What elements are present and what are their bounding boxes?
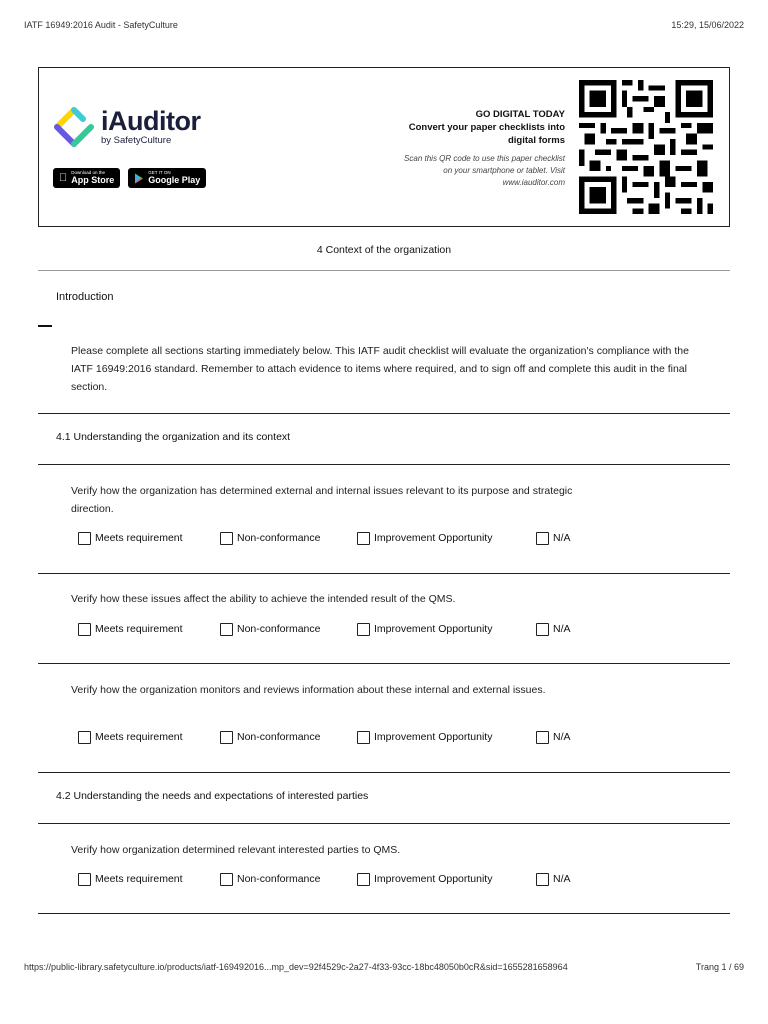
section-heading-4-1: 4.1 Understanding the organization and its context (56, 431, 291, 443)
divider (38, 413, 730, 414)
checkbox[interactable] (220, 623, 233, 636)
iauditor-logo (53, 106, 200, 148)
question-text: Verify how the organization monitors and reviews information about these internal and external issues. (71, 684, 546, 696)
checkbox[interactable] (536, 731, 549, 744)
response-options (78, 729, 571, 745)
print-datetime: 15:29, 15/06/2022 (671, 20, 744, 30)
option-label: Improvement Opportunity (374, 532, 493, 544)
question-text: Verify how these issues affect the ability to achieve the intended result of the QMS. (71, 593, 456, 605)
option-label: Improvement Opportunity (374, 873, 493, 885)
response-options (78, 530, 571, 546)
app-store-badge[interactable] (53, 168, 120, 188)
divider (38, 823, 730, 824)
checkbox[interactable] (220, 731, 233, 744)
promo-title: GO DIGITAL TODAY (475, 109, 565, 120)
option-label: Meets requirement (95, 623, 183, 635)
option-improvement-opportunity[interactable] (357, 731, 536, 744)
logo-subtitle: by SafetyCulture (101, 135, 172, 146)
promo-line-1: Convert your paper checklists into (408, 122, 565, 133)
qr-code-icon (577, 80, 715, 214)
option-label: Meets requirement (95, 731, 183, 743)
checkbox[interactable] (536, 532, 549, 545)
divider (38, 270, 730, 271)
intro-text: Please complete all sections starting immediately below. This IATF audit checklist will evaluate the organization's compliance with the IATF 16949:2016 standard. Remember to attach evidence to items where required, and to sign off and complete this audit in the final section. (71, 345, 689, 393)
question-text: Verify how organization determined relevant interested parties to QMS. (71, 844, 401, 856)
option-label: Non-conformance (237, 623, 321, 635)
checkbox[interactable] (357, 532, 370, 545)
response-options (78, 621, 571, 637)
checkbox[interactable] (220, 873, 233, 886)
promo-line-2: digital forms (507, 135, 565, 146)
google-play-label: Google Play (140, 174, 193, 185)
iauditor-logo-icon (53, 106, 95, 148)
store-badges (53, 168, 206, 188)
collapse-dash-icon (38, 325, 52, 327)
divider (38, 913, 730, 914)
option-label: Improvement Opportunity (374, 623, 493, 635)
option-na[interactable] (536, 873, 571, 886)
option-label: Meets requirement (95, 873, 183, 885)
print-footer (24, 962, 744, 972)
checkbox[interactable] (78, 532, 91, 545)
apple-icon (59, 173, 67, 184)
iauditor-banner (38, 67, 730, 227)
page-url: https://public-library.safetyculture.io/products/iatf-169492016...mp_dev=92f4529c-2a27-4f33-93cc-18bc48050b0cR&sid=1655281658964 (24, 962, 568, 972)
checkbox[interactable] (78, 623, 91, 636)
divider (38, 573, 730, 574)
option-improvement-opportunity[interactable] (357, 623, 536, 636)
logo-title: iAuditor (101, 106, 201, 136)
option-improvement-opportunity[interactable] (357, 873, 536, 886)
checkbox[interactable] (536, 873, 549, 886)
print-title: IATF 16949:2016 Audit - SafetyCulture (24, 20, 178, 30)
option-label: N/A (553, 532, 571, 544)
option-label: N/A (553, 623, 571, 635)
option-non-conformance[interactable] (220, 873, 357, 886)
page-number: Trang 1 / 69 (695, 962, 744, 972)
checkbox[interactable] (220, 532, 233, 545)
option-na[interactable] (536, 731, 571, 744)
checkbox[interactable] (357, 731, 370, 744)
option-label: Improvement Opportunity (374, 731, 493, 743)
option-label: Non-conformance (237, 731, 321, 743)
option-meets-requirement[interactable] (78, 532, 220, 545)
option-non-conformance[interactable] (220, 731, 357, 744)
promo-block (365, 108, 565, 189)
intro-label: Introduction (56, 291, 114, 303)
option-non-conformance[interactable] (220, 532, 357, 545)
option-meets-requirement[interactable] (78, 873, 220, 886)
option-label: Non-conformance (237, 873, 321, 885)
option-improvement-opportunity[interactable] (357, 532, 536, 545)
checkbox[interactable] (357, 873, 370, 886)
option-label: Non-conformance (237, 532, 321, 544)
checkbox[interactable] (357, 623, 370, 636)
checkbox[interactable] (78, 731, 91, 744)
option-label: N/A (553, 731, 571, 743)
option-na[interactable] (536, 623, 571, 636)
response-options (78, 871, 571, 887)
option-na[interactable] (536, 532, 571, 545)
google-play-badge[interactable] (128, 168, 206, 188)
option-label: Meets requirement (95, 532, 183, 544)
promo-note-1: Scan this QR code to use this paper checklist (404, 154, 565, 163)
divider (38, 663, 730, 664)
section-title: 4 Context of the organization (316, 244, 452, 256)
print-header (24, 20, 744, 30)
section-heading-4-2: 4.2 Understanding the needs and expectations of interested parties (56, 790, 369, 802)
option-meets-requirement[interactable] (78, 623, 220, 636)
google-play-small: GET IT ON (140, 170, 163, 176)
divider (38, 772, 730, 773)
divider (38, 464, 730, 465)
promo-note-2: on your smartphone or tablet. Visit (443, 166, 565, 175)
checkbox[interactable] (78, 873, 91, 886)
play-icon (134, 173, 144, 184)
option-non-conformance[interactable] (220, 623, 357, 636)
option-meets-requirement[interactable] (78, 731, 220, 744)
question-text: Verify how the organization has determined external and internal issues relevant to its purpose and strategic direction. (71, 485, 573, 515)
app-store-label: App Store (63, 174, 107, 185)
promo-note-3: www.iauditor.com (502, 178, 565, 187)
checkbox[interactable] (536, 623, 549, 636)
app-store-small: Download on the (63, 170, 97, 176)
option-label: N/A (553, 873, 571, 885)
